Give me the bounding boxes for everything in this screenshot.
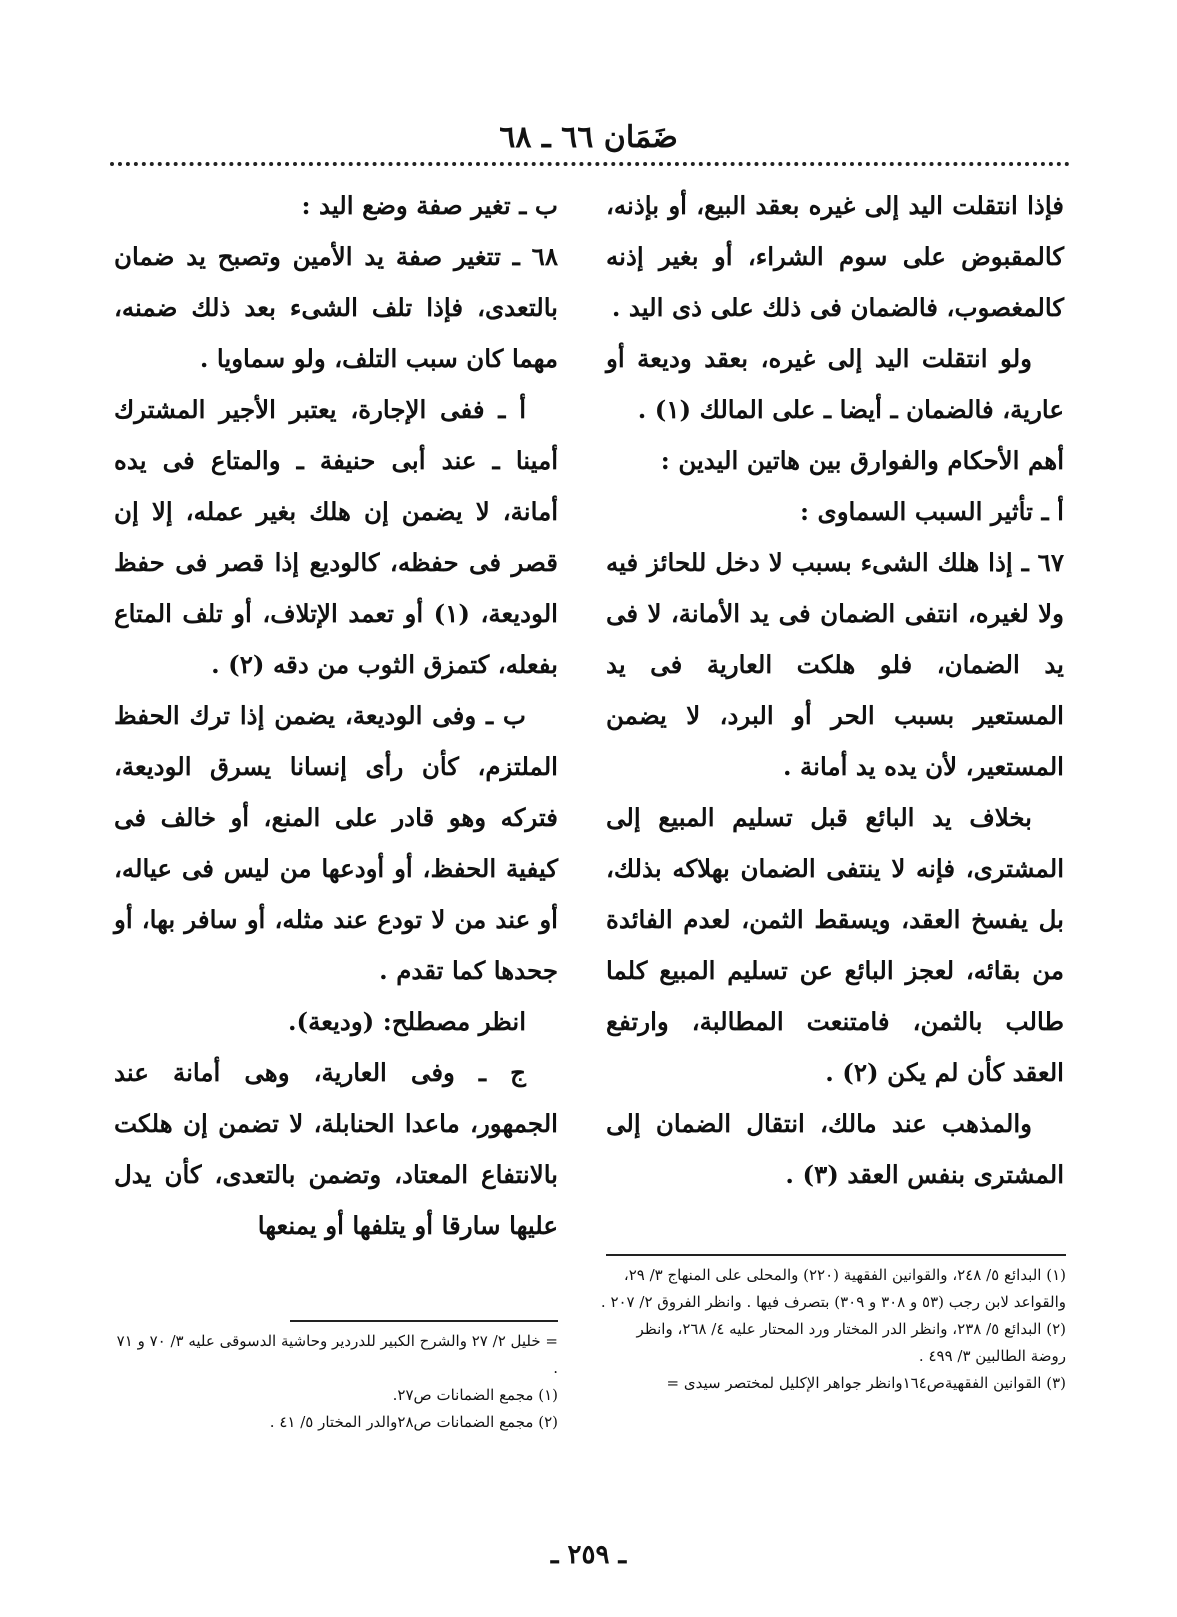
footnote-left-2: (٢) مجمع الضمانات ص٢٨والدر المختار ٥/ ٤١ . — [269, 1413, 558, 1431]
right-paragraph-67: ٦٧ ـ إذا هلك الشىء بسبب لا دخل للحائز فيه ولا لغيره، انتفى الضمان فى يد الأمانة، لا فى يد الضمان، فلو هلكت العارية فى يد المستعير بسبب الحر أو البرد، لا يضمن المستعير، لأن يده يد أمانة . — [606, 548, 1064, 781]
right-paragraph-5: والمذهب عند مالك، انتقال الضمان إلى المشترى بنفس العقد (٣) . — [606, 1109, 1064, 1189]
footnote-left-continuation: = خليل ٢/ ٢٧ والشرح الكبير للدردير وحاشية الدسوقى عليه ٣/ ٧٠ و ٧١ . — [116, 1332, 558, 1377]
subsection-heading-b: ب ـ تغير صفة وضع اليد : — [301, 191, 558, 220]
left-paragraph-a: أ ـ ففى الإجارة، يعتبر الأجير المشترك أمينا ـ عند أبى حنيفة ـ والمتاع فى يده أمانة، لا يضمن إن هلك بغير عمله، إلا إن قصر فى حفظه، كالوديع إذا قصر فى حفظ الوديعة، (١) أو تعمد الإتلاف، أو تلف المتاع بفعله، كتمزق الثوب من دقه (٢) . — [114, 395, 558, 679]
page-number: ـ ٢٥٩ ـ — [550, 1540, 627, 1570]
right-paragraph-4: بخلاف يد البائع قبل تسليم المبيع إلى المشترى، فإنه لا ينتفى الضمان بهلاكه بذلك، بل يفسخ العقد، ويسقط الثمن، لعدم الفائدة من بقائه، لعجز البائع عن تسليم المبيع كلما طالب بالثمن، فامتنعت المطالبة، وارتفع العقد كأن لم يكن (٢) . — [606, 803, 1064, 1087]
subsection-heading-a: أ ـ تأثير السبب السماوى : — [799, 497, 1064, 526]
running-header: ضَمَان ٦٦ ـ ٦٨ — [499, 120, 678, 155]
left-paragraph-b: ب ـ وفى الوديعة، يضمن إذا ترك الحفظ الملتزم، كأن رأى إنسانا يسرق الوديعة، فتركه وهو قادر على المنع، أو خالف فى كيفية الحفظ، أو أودعها من ليس فى عياله، أو عند من لا تودع عند مثله، أو سافر بها، أو جحدها كما تقدم . — [114, 701, 558, 985]
footnotes-right — [600, 1262, 1066, 1397]
footnotes-left — [108, 1328, 558, 1436]
footnote-right-2: (٢) البدائع ٥/ ٢٣٨، وانظر الدر المختار ورد المحتار عليه ٤/ ٢٦٨، وانظر روضة الطالبين ٣/ ٤٩٩ . — [636, 1320, 1066, 1365]
footnote-left-1: (١) مجمع الضمانات ص٢٧. — [392, 1386, 558, 1404]
left-paragraph-68: ٦٨ ـ تتغير صفة يد الأمين وتصبح يد ضمان بالتعدى، فإذا تلف الشىء بعد ذلك ضمنه، مهما كان سبب التلف، ولو سماويا . — [114, 242, 558, 373]
left-paragraph-c: ج ـ وفى العارية، وهى أمانة عند الجمهور، ماعدا الحنابلة، لا تضمن إن هلكت بالانتفاع المعتاد، وتضمن بالتعدى، كأن يدل عليها سارقا أو يتلفها أو يمنعها — [114, 1058, 558, 1240]
footnote-right-1: (١) البدائع ٥/ ٢٤٨، والقوانين الفقهية (٢٢٠) والمحلى على المنهاج ٣/ ٢٩، والقواعد لابن رجب (٥٣ و ٣٠٨ و ٣٠٩) بتصرف فيها . وانظر الفروق ٢/ ٢٠٧ . — [600, 1266, 1066, 1311]
footnote-rule-right — [606, 1254, 1066, 1256]
header-dotted-rule — [110, 162, 1070, 166]
section-heading: أهم الأحكام والفوارق بين هاتين اليدين : — [660, 446, 1064, 475]
right-column — [606, 180, 1064, 1200]
footnote-right-3: (٣) القوانين الفقهيةص١٦٤وانظر جواهر الإكليل لمختصر سيدى = — [666, 1374, 1066, 1392]
left-column — [114, 180, 558, 1251]
right-paragraph-1: فإذا انتقلت اليد إلى غيره بعقد البيع، أو بإذنه، كالمقبوض على سوم الشراء، أو بغير إذنه كالمغصوب، فالضمان فى ذلك على ذى اليد . — [606, 191, 1064, 322]
left-paragraph-see-term: انظر مصطلح: (وديعة). — [288, 1007, 526, 1036]
right-paragraph-2: ولو انتقلت اليد إلى غيره، بعقد وديعة أو عارية، فالضمان ـ أيضا ـ على المالك (١) . — [606, 344, 1064, 424]
footnote-rule-left — [290, 1320, 558, 1322]
